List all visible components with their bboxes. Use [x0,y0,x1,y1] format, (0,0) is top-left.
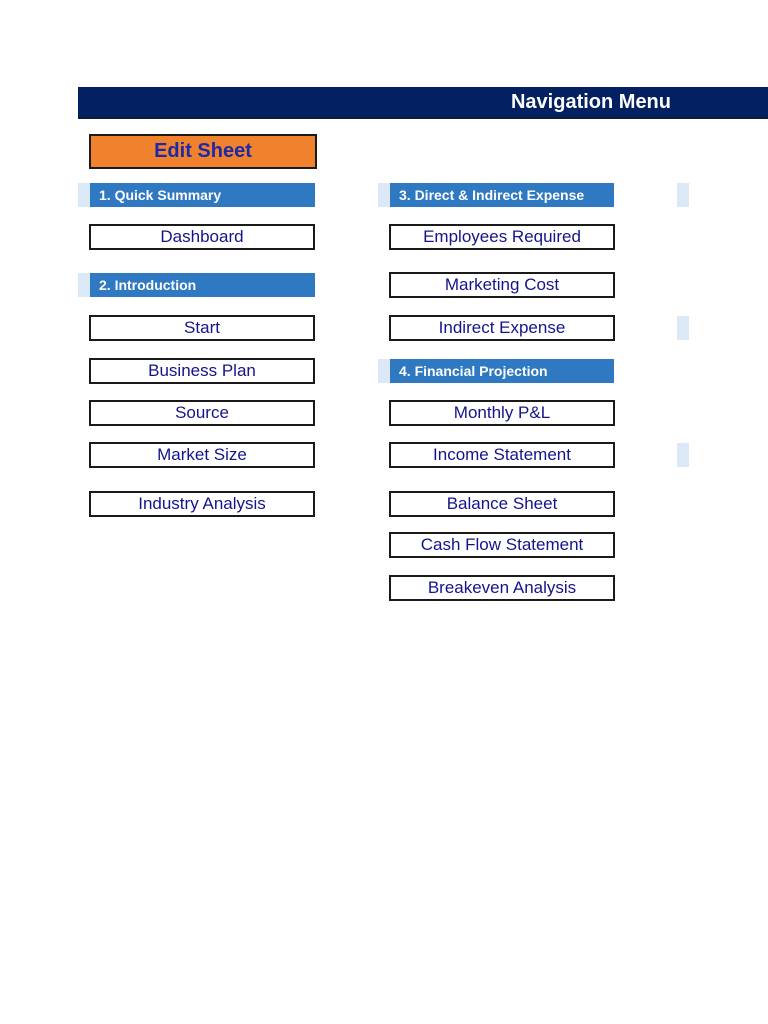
page-title: Navigation Menu [510,91,671,113]
monthly-pl-button[interactable]: Monthly P&L [389,400,615,426]
section-quick-summary: 1. Quick Summary [90,183,315,207]
market-size-button[interactable]: Market Size [89,442,315,468]
marketing-cost-button[interactable]: Marketing Cost [389,272,615,298]
income-statement-button[interactable]: Income Statement [389,442,615,468]
section-introduction: 2. Introduction [90,273,315,297]
dashboard-button[interactable]: Dashboard [89,224,315,250]
industry-analysis-button[interactable]: Industry Analysis [89,491,315,517]
employees-required-button[interactable]: Employees Required [389,224,615,250]
business-plan-button[interactable]: Business Plan [89,358,315,384]
source-button[interactable]: Source [89,400,315,426]
section-stub-left-1 [78,183,90,207]
navigation-header-bar [78,87,768,119]
section-stub-right-1 [677,183,689,207]
breakeven-analysis-button[interactable]: Breakeven Analysis [389,575,615,601]
section-direct-indirect-expense: 3. Direct & Indirect Expense [390,183,614,207]
section-stub-right-3 [677,443,689,467]
cash-flow-statement-button[interactable]: Cash Flow Statement [389,532,615,558]
indirect-expense-button[interactable]: Indirect Expense [389,315,615,341]
section-stub-mid-1 [378,183,390,207]
start-button[interactable]: Start [89,315,315,341]
section-stub-left-2 [78,273,90,297]
section-stub-mid-2 [378,359,390,383]
section-stub-right-2 [677,316,689,340]
section-financial-projection: 4. Financial Projection [390,359,614,383]
edit-sheet-button[interactable]: Edit Sheet [89,134,317,169]
balance-sheet-button[interactable]: Balance Sheet [389,491,615,517]
